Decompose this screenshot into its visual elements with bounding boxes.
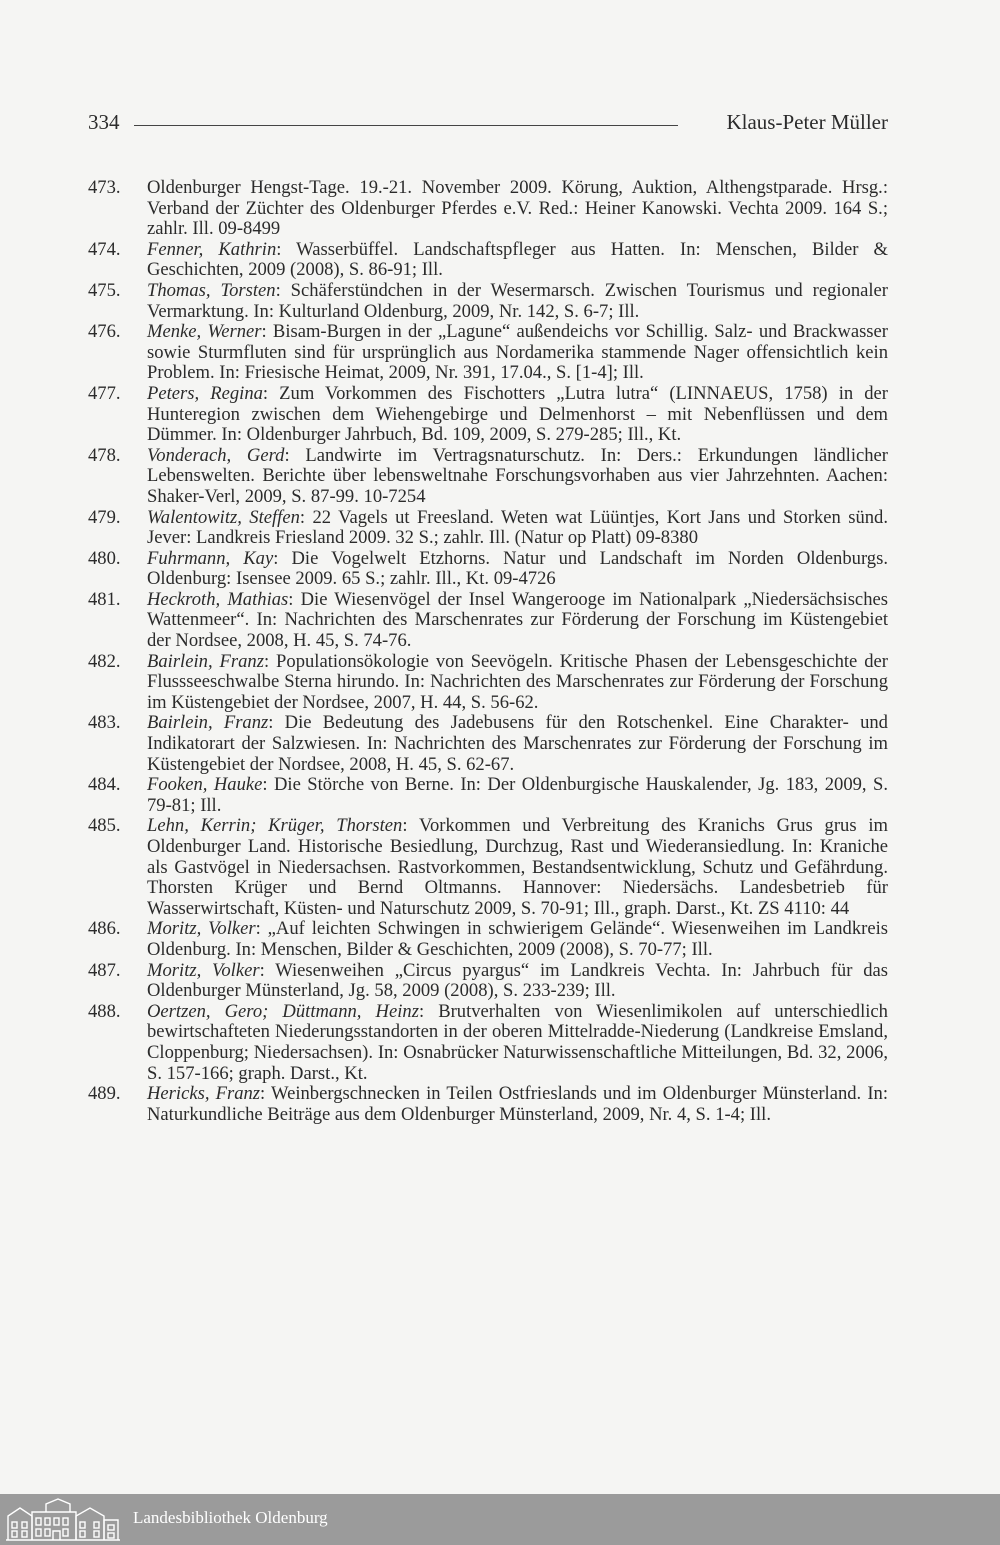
entry-number: 480.	[88, 547, 121, 569]
entry-text	[147, 1084, 888, 1125]
entry-text	[147, 508, 888, 549]
entry-number: 478.	[88, 444, 121, 466]
entry-text	[147, 590, 888, 652]
entry-text	[147, 281, 888, 322]
bibliography-entry	[88, 178, 888, 240]
entry-text	[147, 919, 888, 960]
bibliography-entry	[88, 549, 888, 590]
entry-author: Fuhrmann, Kay	[147, 547, 274, 569]
running-head: Klaus-Peter Müller	[726, 110, 888, 134]
entry-citation: : Die Vogelwelt Etzhorns. Natur und Landschaft im Norden Oldenburgs. Oldenburg: Isensee 2009. 65 S.; zahlr. Ill., Kt. 09-4726	[147, 547, 888, 590]
entry-number: 484.	[88, 774, 121, 796]
entry-number: 481.	[88, 588, 121, 610]
entry-citation: : Brutverhalten von Wiesenlimikolen auf unterschiedlich bewirtschafteten Niederungsstandorten in der oberen Mittelradde-Niederung (Landkreise Emsland, Cloppenburg; Niedersachsen). In: Osnabrücker Naturwissenschaftliche Mitteilungen, Bd. 32, 2006, S. 157-166; graph. Darst., Kt.	[147, 1000, 888, 1084]
entry-text	[147, 549, 888, 590]
bibliography-entry	[88, 590, 888, 652]
entry-number: 474.	[88, 238, 121, 260]
entry-number: 479.	[88, 506, 121, 528]
entry-author: Lehn, Kerrin; Krüger, Thorsten	[147, 815, 403, 837]
entry-number: 476.	[88, 321, 121, 343]
entry-citation: : Die Bedeutung des Jadebusens für den Rotschenkel. Eine Charakter- und Indikatorart der Salzwiesen. In: Nachrichten des Marschenrates zur Förderung der Forschung im Küstengebiet der Nordsee, 2008, H. 45, S. 62-67.	[147, 712, 888, 775]
entry-author: Thomas, Torsten	[147, 279, 276, 301]
entry-citation: : Weinbergschnecken in Teilen Ostfrieslands und im Oldenburger Münsterland. In: Naturkundliche Beiträge aus dem Oldenburger Münsterland, 2009, Nr. 4, S. 1-4; Ill.	[147, 1083, 888, 1125]
entry-number: 486.	[88, 918, 121, 940]
bibliography-entry	[88, 1084, 888, 1125]
entry-author: Bairlein, Franz	[147, 650, 264, 672]
entry-citation: : Vorkommen und Verbreitung des Kranichs Grus grus im Oldenburger Land. Historische Besiedlung, Durchzug, Rast und Wiederansiedlung. In: Kraniche als Gastvögel in Niedersachsen. Rastvorkommen, Bestandsentwicklung, Schutz und Gefährdung. Thorsten Krüger und Bernd Oltmanns. Hannover: Niedersächs. Landesbetrieb für Wasserwirtschaft, Küsten- und Naturschutz 2009, S. 70-91; Ill., graph. Darst., Kt. ZS 4110: 44	[147, 815, 888, 919]
entry-number: 485.	[88, 815, 121, 837]
bibliography-entry	[88, 1002, 888, 1084]
entry-citation: : Schäferstündchen in der Wesermarsch. Zwischen Tourismus und regionaler Vermarktung. In: Kulturland Oldenburg, 2009, Nr. 142, S. 6-7; Ill.	[147, 279, 888, 322]
entry-author: Moritz, Volker	[147, 959, 260, 981]
bibliography-entry	[88, 322, 888, 384]
entry-citation: : Die Störche von Berne. In: Der Oldenburgische Hauskalender, Jg. 183, 2009, S. 79-81; Ill.	[147, 774, 888, 816]
entry-text	[147, 322, 888, 384]
library-name: Landesbibliothek Oldenburg	[133, 1508, 328, 1527]
entry-author: Moritz, Volker	[147, 918, 256, 940]
bibliography-entry	[88, 775, 888, 816]
entry-citation: : Bisam-Burgen in der „Lagune“ außendeichs vor Schillig. Salz- und Brackwasser sowie Sturmfluten sind für ursprünglich aus Nordamerika stammende Nager offensichtlich kein Problem. In: Friesische Heimat, 2009, Nr. 391, 17.04., S. [1-4]; Ill.	[147, 321, 888, 384]
page-number: 334	[88, 110, 120, 134]
entry-number: 489.	[88, 1083, 121, 1105]
entry-citation: : Zum Vorkommen des Fischotters „Lutra lutra“ (LINNAEUS, 1758) in der Hunteregion zwischen dem Wiehengebirge und Delmenhorst – mit Nebenflüssen und dem Dümmer. In: Oldenburger Jahrbuch, Bd. 109, 2009, S. 279-285; Ill., Kt.	[147, 382, 889, 446]
entry-citation: : „Auf leichten Schwingen in schwierigem Gelände“. Wiesenweihen im Landkreis Oldenburg. In: Menschen, Bilder & Geschichten, 2009 (2008), S. 70-77; Ill.	[147, 918, 888, 960]
footer-bar	[0, 1494, 1000, 1545]
bibliography-entry	[88, 508, 888, 549]
entry-number: 473.	[88, 177, 121, 198]
header-rule	[134, 125, 678, 126]
entry-author: Peters, Regina	[147, 382, 263, 404]
entry-number: 488.	[88, 1000, 121, 1022]
entry-number: 483.	[88, 712, 121, 734]
entry-number: 477.	[88, 382, 121, 404]
entry-citation: : Wiesenweihen „Circus pyargus“ im Landkreis Vechta. In: Jahrbuch für das Oldenburger Münsterland, Jg. 58, 2009 (2008), S. 233-239; Ill.	[147, 959, 888, 1002]
entry-text	[147, 961, 888, 1002]
entry-text	[147, 775, 888, 816]
entry-author: Menke, Werner	[147, 321, 262, 343]
entry-text	[147, 384, 888, 446]
page-header	[88, 110, 888, 144]
bibliography-entry	[88, 446, 888, 508]
entry-number: 475.	[88, 279, 121, 301]
entry-author: Fooken, Hauke	[147, 774, 263, 796]
entry-citation: : Die Wiesenvögel der Insel Wangerooge im Nationalpark „Niedersächsisches Wattenmeer“. In: Nachrichten des Marschenrates zur Förderung der Forschung im Küstengebiet der Nordsee, 2008, H. 45, S. 74-76.	[147, 588, 888, 652]
entry-text	[147, 446, 888, 508]
entry-author: Bairlein, Franz	[147, 712, 269, 734]
library-building-icon	[6, 1498, 120, 1542]
bibliography-entry	[88, 919, 888, 960]
bibliography-entry	[88, 961, 888, 1002]
entry-author: Vonderach, Gerd	[147, 444, 285, 466]
bibliography-entry	[88, 816, 888, 919]
entry-author: Oertzen, Gero; Düttmann, Heinz	[147, 1000, 419, 1022]
entry-text	[147, 178, 888, 240]
bibliography-entry	[88, 240, 888, 281]
entry-citation: : Populationsökologie von Seevögeln. Kritische Phasen der Lebensgeschichte der Flussseeschwalbe Sterna hirundo. In: Nachrichten des Marschenrates zur Förderung der Forschung im Küstengebiet der Nordsee, 2007, H. 44, S. 56-62.	[147, 650, 888, 713]
entry-citation: Oldenburger Hengst-Tage. 19.-21. November 2009. Körung, Auktion, Althengstparade. Hrsg.: Verband der Züchter des Oldenburger Pferdes e.V. Red.: Heiner Kanowski. Vechta 2009. 164 S.; zahlr. Ill. 09-8499	[147, 177, 888, 240]
entry-citation: : Wasserbüffel. Landschaftspfleger aus Hatten. In: Menschen, Bilder & Geschichten, 2009 (2008), S. 86-91; Ill.	[147, 238, 888, 281]
bibliography-list	[88, 178, 888, 1125]
bibliography-entry	[88, 281, 888, 322]
bibliography-entry	[88, 384, 888, 446]
entry-text	[147, 240, 888, 281]
entry-text	[147, 713, 888, 775]
bibliography-entry	[88, 652, 888, 714]
entry-text	[147, 816, 888, 919]
entry-author: Hericks, Franz	[147, 1083, 261, 1105]
entry-author: Fenner, Kathrin	[147, 238, 277, 260]
entry-text	[147, 652, 888, 714]
entry-citation: : Landwirte im Vertragsnaturschutz. In: Ders.: Erkundungen ländlicher Lebenswelten. Berichte über lebensweltnahe Forschungsvorhaben aus vier Jahrzehnten. Aachen: Shaker-Verl, 2009, S. 87-99. 10-7254	[147, 444, 888, 507]
entry-citation: : 22 Vagels ut Freesland. Weten wat Lüüntjes, Kort Jans und Storken sünd. Jever: Landkreis Friesland 2009. 32 S.; zahlr. Ill. (Natur op Platt) 09-8380	[147, 506, 889, 549]
entry-number: 487.	[88, 959, 121, 981]
entry-author: Walentowitz, Steffen	[147, 506, 300, 528]
entry-author: Heckroth, Mathias	[147, 588, 289, 610]
entry-text	[147, 1002, 888, 1084]
entry-number: 482.	[88, 650, 121, 672]
bibliography-entry	[88, 713, 888, 775]
